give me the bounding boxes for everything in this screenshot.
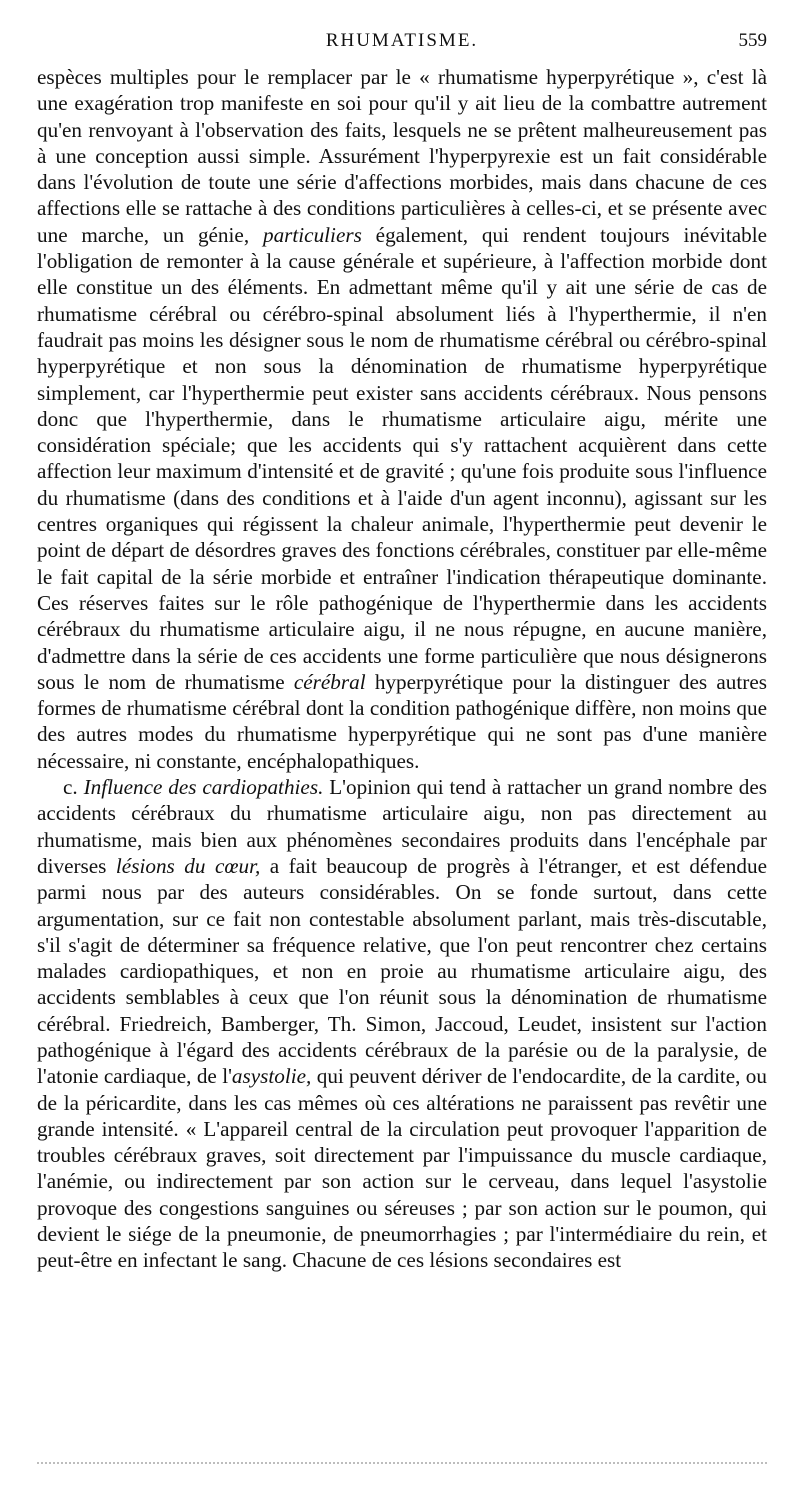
- text-segment: espèces multiples pour le remplacer par le « rhumatisme hyperpyrétique », c'est là une exagération trop manifeste en soi pour qu'il y ait lieu de la combattre autrement qu'en renvoyant à l'observation des faits, lesquels ne se prêtent malheureusement pas à une conception aussi simple. Assurément l'hyperpyrexie est un fait considérable dans l'évolution de toute une série d'affections morbides, mais dans chacune de ces affections elle se rattache à des conditions particulières à celles-ci, et se présente avec une marche, un génie,: [37, 65, 767, 247]
- section-heading: Influence des cardiopathies.: [83, 775, 324, 800]
- text-segment: L'opinion qui tend à rattacher un grand nombre des accidents cérébraux du rhumatisme articulaire aigu, non pas directement au rhumatisme, mais bien aux phénomènes secondaires produits dans l'encéphale par diverses: [37, 775, 767, 878]
- italic-term-asystolie: asystolie,: [231, 1064, 312, 1089]
- page-number: 559: [738, 30, 767, 51]
- paragraph-cardiopathies: [37, 774, 767, 1274]
- italic-term-lesions: lésions du cœur,: [115, 853, 261, 878]
- page-header: [37, 30, 767, 56]
- text-segment: hyperpyrétique pour la distinguer des autres formes de rhumatisme cérébral dont la condition pathogénique diffère, non moins que des autres modes du rhumatisme hyperpyrétique qui ne sont pas d'une manière nécessaire, ni constante, encéphalopathiques.: [37, 669, 767, 773]
- footer-print-artifact: [37, 1462, 767, 1468]
- text-segment: également, qui rendent toujours inévitable l'obligation de remonter à la cause générale et supérieure, à l'affection morbide dont elle constitue un des éléments. En admettant même qu'il y ait une série de cas de rhumatisme cérébral ou cérébro-spinal absolument liés à l'hyperthermie, il n'en faudrait pas moins les désigner sous le nom de rhumatisme cérébral ou cérébro-spinal hyperpyrétique et non sous la dénomination de rhumatisme hyperpyrétique simplement, car l'hyperthermie peut exister sans accidents cérébraux. Nous pensons donc que l'hyperthermie, dans le rhumatisme articulaire aigu, mérite une considération spéciale; que les accidents qui s'y rattachent acquièrent dans cette affection leur maximum d'intensité et de gravité ; qu'une fois produite sous l'influence du rhumatisme (dans des conditions et à l'aide d'un agent inconnu), agissant sur les centres organiques qui régissent la chaleur animale, l'hyperthermie peut devenir le point de départ de désordres graves des fonctions cérébrales, constituer par elle-même le fait capital de la série morbide et entraîner l'indication thérapeutique dominante. Ces réserves faites sur le rôle pathogénique de l'hyperthermie dans les accidents cérébraux du rhumatisme articulaire aigu, il ne nous répugne, en aucune manière, d'admettre dans la série de ces accidents une forme particulière que nous désignerons sous le nom de rhumatisme: [37, 222, 767, 694]
- text-segment: a fait beaucoup de progrès à l'étranger, et est défendue parmi nous par des auteurs considérables. On se fonde surtout, dans cette argumentation, sur ce fait non contestable absolument parlant, mais très-discutable, s'il s'agit de déterminer sa fréquence relative, que l'on peut rencontrer chez certains malades cardiopathiques, et non en proie au rhumatisme articulaire aigu, des accidents semblables à ceux que l'on réunit sous la dénomination de rhumatisme cérébral. Friedreich, Bamberger, Th. Simon, Jaccoud, Leudet, insistent sur l'action pathogénique à l'égard des accidents cérébraux de la parésie ou de la paralysie, de l'atonie cardiaque, de l': [37, 853, 767, 1089]
- paragraph-hyperpyrexia: [37, 64, 767, 774]
- text-segment: qui peuvent dériver de l'endocardite, de la cardite, ou de la péricardite, dans les cas mêmes où ces altérations ne paraissent pas revêtir une grande intensité. « L'appareil central de la circulation peut provoquer l'apparition de troubles cérébraux graves, soit directement par l'impuissance du muscle cardiaque, l'anémie, ou indirectement par son action sur le cerveau, dans lequel l'asystolie provoque des congestions sanguines ou séreuses ; par son action sur le poumon, qui devient le siége de la pneumonie, de pneumorrhagies ; par l'intermédiaire du rein, et peut-être en infectant le sang. Chacune de ces lésions secondaires est: [37, 1064, 767, 1273]
- body-text: [37, 64, 767, 1274]
- running-title: RHUMATISME.: [325, 30, 479, 51]
- italic-term-cerebral: cérébral: [293, 669, 366, 694]
- section-letter: c.: [63, 775, 84, 800]
- italic-term-particuliers: particuliers: [262, 222, 362, 247]
